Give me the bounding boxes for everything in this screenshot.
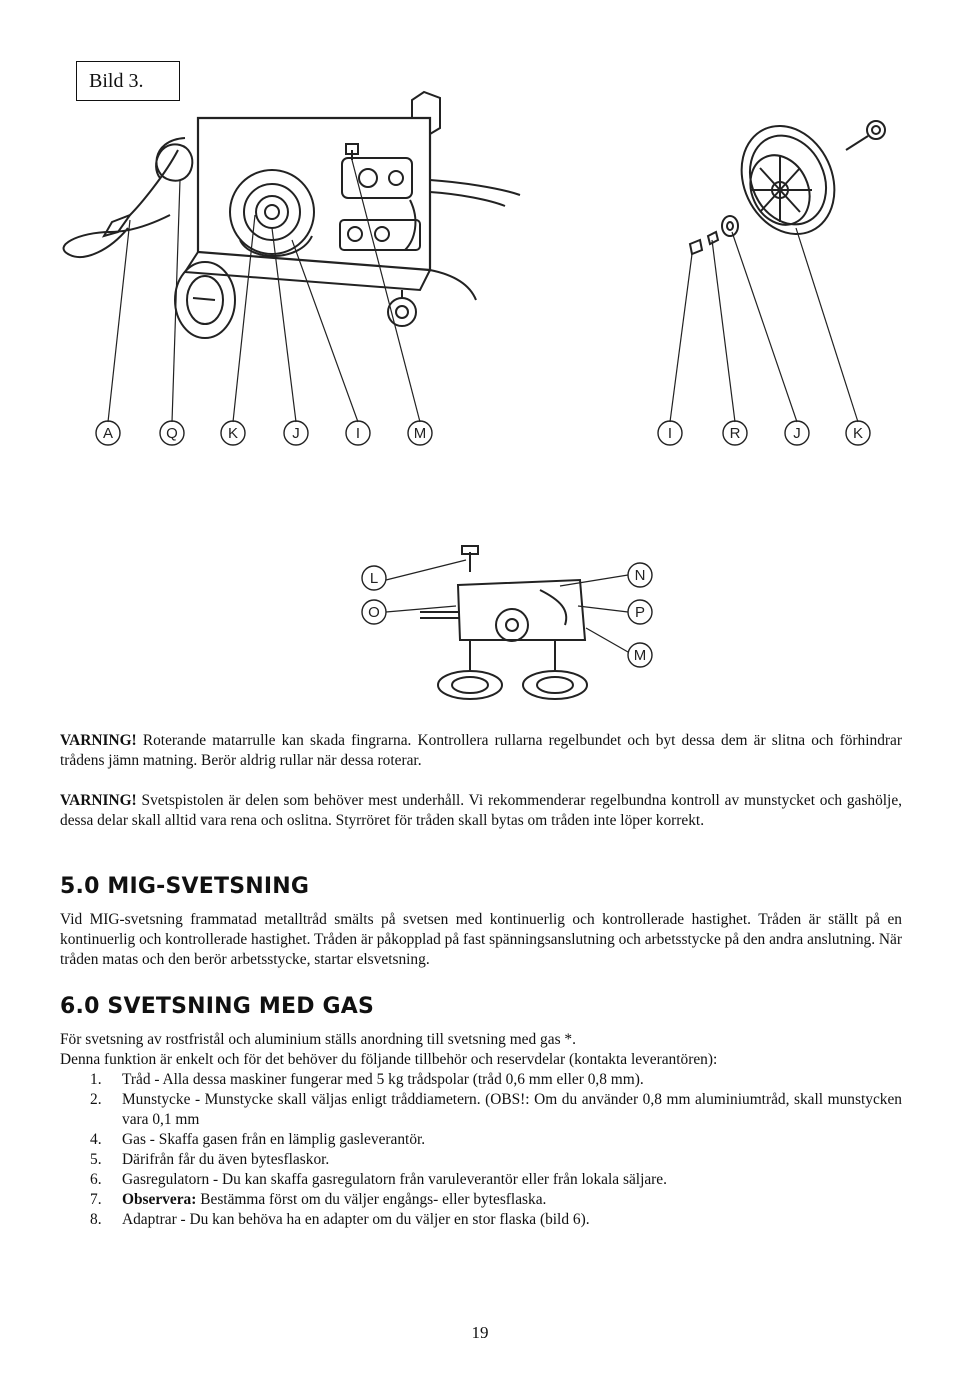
callout-label: M — [413, 425, 427, 442]
list-item: 7. Observera: Bestämma först om du väljer engångs- eller bytesflaska. — [90, 1191, 547, 1208]
figure-label: Bild 3. — [76, 61, 180, 101]
callout-label: P — [634, 604, 646, 621]
callout-label: I — [355, 425, 361, 442]
list-item: 6. Gasregulatorn - Du kan skaffa gasregulatorn från varuleverantör eller från lokala säljare. — [90, 1171, 667, 1188]
list-item: 8. Adaptrar - Du kan behöva ha en adapter om du väljer en stor flaska (bild 6). — [90, 1211, 590, 1228]
warning-gun — [60, 791, 902, 831]
list-number: 5. — [90, 1151, 102, 1168]
section-heading: 6.0 SVETSNING MED GAS — [60, 994, 375, 1019]
section-intro: Denna funktion är enkelt och för det behöver du följande tillbehör och reservdelar (kontakta leverantören): — [60, 1051, 718, 1068]
callout-label: R — [729, 425, 741, 442]
callout-label: M — [633, 647, 647, 664]
list-number: 4. — [90, 1131, 102, 1148]
page-number: 19 — [471, 1323, 489, 1342]
list-item: 4. Gas - Skaffa gasen från en lämplig gasleverantör. — [90, 1131, 426, 1148]
callout-label: K — [227, 425, 239, 442]
list-number: 1. — [90, 1071, 102, 1088]
section-body — [60, 910, 902, 970]
callout-label: O — [368, 604, 380, 621]
list-item: 1. Tråd - Alla dessa maskiner fungerar med 5 kg trådspolar (tråd 0,6 mm eller 0,8 mm). — [90, 1071, 644, 1088]
list-item: 2. Munstycke - Munstycke skall väljas enligt tråddiametern. (OBS!: Om du använder 0,8 mm aluminiumtråd, skall munstycken vara 0,1 mm — [90, 1091, 902, 1128]
warning-rollers — [60, 731, 902, 771]
section-body — [60, 1030, 902, 1230]
section-paragraph: Vid MIG-svetsning frammatad metalltråd smälts på svetsen med kontinuerlig och kontrollerade hastighet. Tråden är ställt på en kontinuerlig och kontrollerade hastighet. Tråden är påkopplad på fast spänningsanslutning och arbetsstycke på den andra anslutning. När tråden matas och den berör arbetsstycke, startar elsvetsning. — [60, 911, 902, 968]
warning-label: VARNING! — [60, 732, 137, 749]
warning-label: VARNING! — [60, 792, 137, 809]
list-number: 2. — [90, 1091, 102, 1108]
callout-label: J — [793, 425, 801, 442]
accessory-list — [60, 1070, 902, 1230]
section-heading: 5.0 MIG-SVETSNING — [60, 874, 310, 899]
callout-label: I — [667, 425, 673, 442]
list-number: 8. — [90, 1211, 102, 1228]
list-number: 7. — [90, 1191, 102, 1208]
callout-label: A — [102, 425, 114, 442]
callout-label: J — [292, 425, 300, 442]
callout-label: Q — [166, 425, 178, 442]
spool-parts-illustration — [690, 111, 885, 254]
warning-text: Roterande matarrulle kan skada fingrarna. Kontrollera rullarna regelbundet och byt dessa dem är slitna och förhindrar trådens jämn matning. Berör aldrig rullar när dessa roterar. — [60, 732, 902, 769]
wire-feeder-illustration — [420, 546, 587, 699]
callout-label: N — [634, 567, 646, 584]
callout-label: L — [369, 570, 379, 587]
list-number: 6. — [90, 1171, 102, 1188]
list-item: 5. Därifrån får du även bytesflaskor. — [90, 1151, 330, 1168]
callout-label: K — [852, 425, 864, 442]
warning-text: Svetspistolen är delen som behöver mest underhåll. Vi rekommenderar regelbundna kontroll av munstycket och gashölje, dessa delar skall alltid vara rena och oslitna. Styrröret för tråden skall bytas om tråden inte löper korrekt. — [60, 792, 902, 829]
welder-machine-illustration — [64, 92, 520, 338]
section-intro: För svetsning av rostfristål och aluminium ställs anordning till svetsning med gas *. — [60, 1031, 576, 1048]
